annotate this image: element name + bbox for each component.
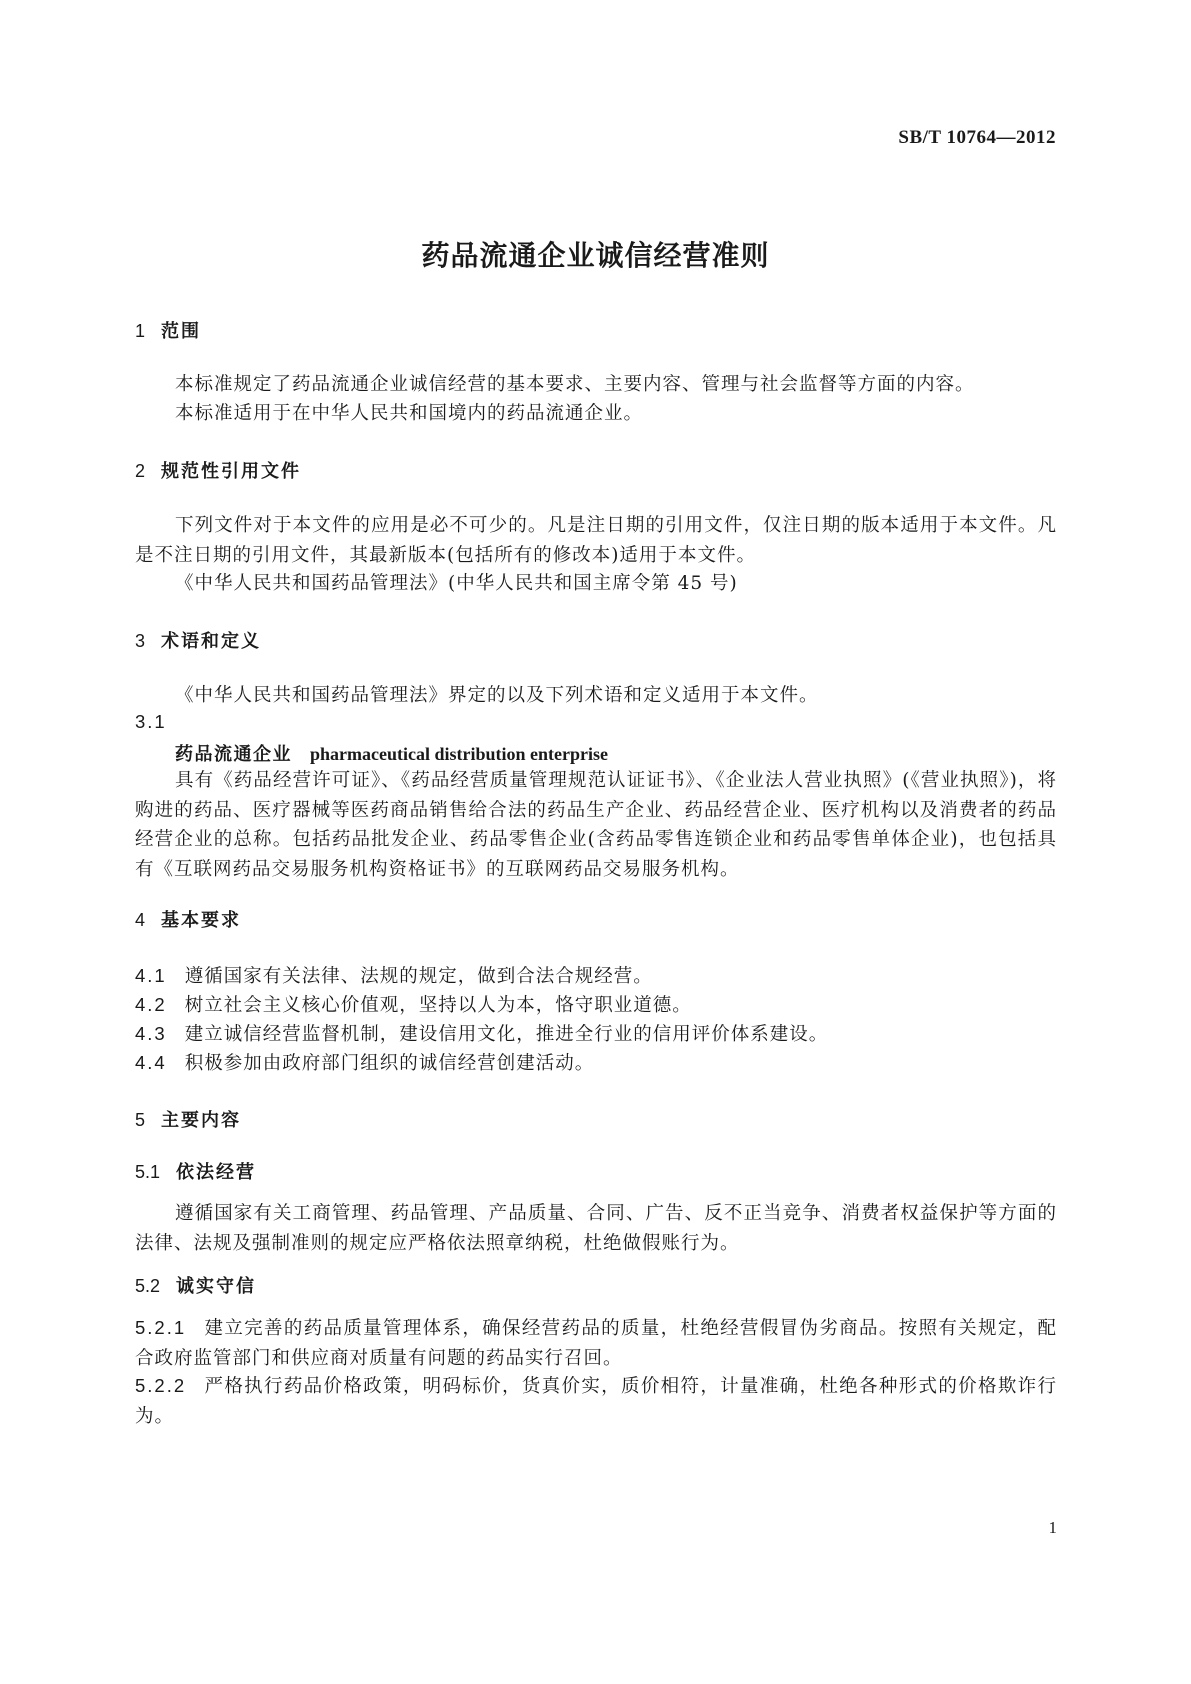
section-2-heading (135, 457, 301, 483)
term-entry (175, 740, 608, 766)
item-number: 4.2 (135, 994, 167, 1015)
reference-item: 《中华人民共和国药品管理法》(中华人民共和国主席令第 45 号) (175, 573, 738, 594)
subsection-title: 依法经营 (176, 1162, 257, 1183)
paragraph: 本标准规定了药品流通企业诚信经营的基本要求、主要内容、管理与社会监督等方面的内容。 (175, 374, 975, 395)
paragraph: 本标准适用于在中华人民共和国境内的药品流通企业。 (175, 403, 644, 424)
section-number: 2 (135, 461, 146, 481)
section-1-heading (135, 317, 201, 343)
page-number: 1 (1048, 1518, 1057, 1537)
section-number: 4 (135, 910, 146, 930)
item-text: 建立完善的药品质量管理体系，确保经营药品的质量，杜绝经营假冒伪劣商品。按照有关规定，配合政府监管部门和供应商对质量有问题的药品实行召回。 (135, 1318, 1057, 1369)
term-number (135, 711, 185, 733)
section-title: 范围 (161, 321, 202, 342)
list-item (135, 1371, 1057, 1431)
item-number: 5.2.2 (135, 1375, 187, 1396)
item-number: 4.1 (135, 965, 167, 986)
item-text: 建立诚信经营监督机制，建设信用文化，推进全行业的信用评价体系建设。 (184, 1024, 829, 1045)
section-title: 基本要求 (161, 910, 242, 931)
section-number: 1 (135, 321, 146, 341)
item-text: 树立社会主义核心价值观，坚持以人为本，恪守职业道德。 (184, 995, 692, 1016)
section-number: 3 (135, 631, 146, 651)
item-text: 遵循国家有关法律、法规的规定，做到合法合规经营。 (184, 966, 653, 987)
section-3-heading (135, 627, 261, 653)
item-text: 严格执行药品价格政策，明码标价，货真价实，质价相符，计量准确，杜绝各种形式的价格欺诈行为。 (135, 1376, 1057, 1427)
section-5-heading (135, 1106, 241, 1132)
list-item (135, 1049, 594, 1075)
term-definition: 具有《药品经营许可证》、《药品经营质量管理规范认证证书》、《企业法人营业执照》(《营业执照》)，将购进的药品、医疗器械等医药商品销售给合法的药品生产企业、药品经营企业、医疗机构以及消费者的药品经营企业的总称。包括药品批发企业、药品零售企业(含药品零售连锁企业和药品零售单体企业)，也包括具有《互联网药品交易服务机构资格证书》的互联网药品交易服务机构。 (135, 770, 1057, 880)
document-title: 药品流通企业诚信经营准则 (421, 239, 770, 272)
item-number: 4.3 (135, 1023, 167, 1044)
section-title: 术语和定义 (161, 631, 262, 652)
section-4-heading (135, 906, 241, 932)
section-title: 主要内容 (161, 1110, 242, 1131)
paragraph: 《中华人民共和国药品管理法》界定的以及下列术语和定义适用于本文件。 (175, 685, 819, 706)
term-chinese: 药品流通企业 (175, 744, 292, 765)
subsection-title: 诚实守信 (176, 1276, 257, 1297)
subsection-number: 5.2 (135, 1276, 161, 1296)
term-english: pharmaceutical distribution enterprise (310, 744, 608, 764)
section-number: 5 (135, 1110, 146, 1130)
list-item (135, 1313, 1057, 1373)
paragraph: 下列文件对于本文件的应用是必不可少的。凡是注日期的引用文件，仅注日期的版本适用于本文件。凡是不注日期的引用文件，其最新版本(包括所有的修改本)适用于本文件。 (135, 515, 1057, 566)
item-text: 积极参加由政府部门组织的诚信经营创建活动。 (184, 1053, 595, 1074)
item-number: 5.2.1 (135, 1317, 187, 1338)
standard-code: SB/T 10764—2012 (898, 127, 1056, 148)
paragraph: 遵循国家有关工商管理、药品管理、产品质量、合同、广告、反不正当竞争、消费者权益保护等方面的法律、法规及强制准则的规定应严格依法照章纳税，杜绝做假账行为。 (135, 1203, 1057, 1254)
subsection-5-1-heading (135, 1158, 256, 1184)
list-item (135, 1020, 828, 1046)
term-number-text: 3.1 (135, 711, 167, 732)
subsection-number: 5.1 (135, 1162, 161, 1182)
section-title: 规范性引用文件 (161, 461, 302, 482)
subsection-5-2-heading (135, 1272, 256, 1298)
list-item (135, 991, 692, 1017)
list-item (135, 962, 653, 988)
item-number: 4.4 (135, 1052, 167, 1073)
